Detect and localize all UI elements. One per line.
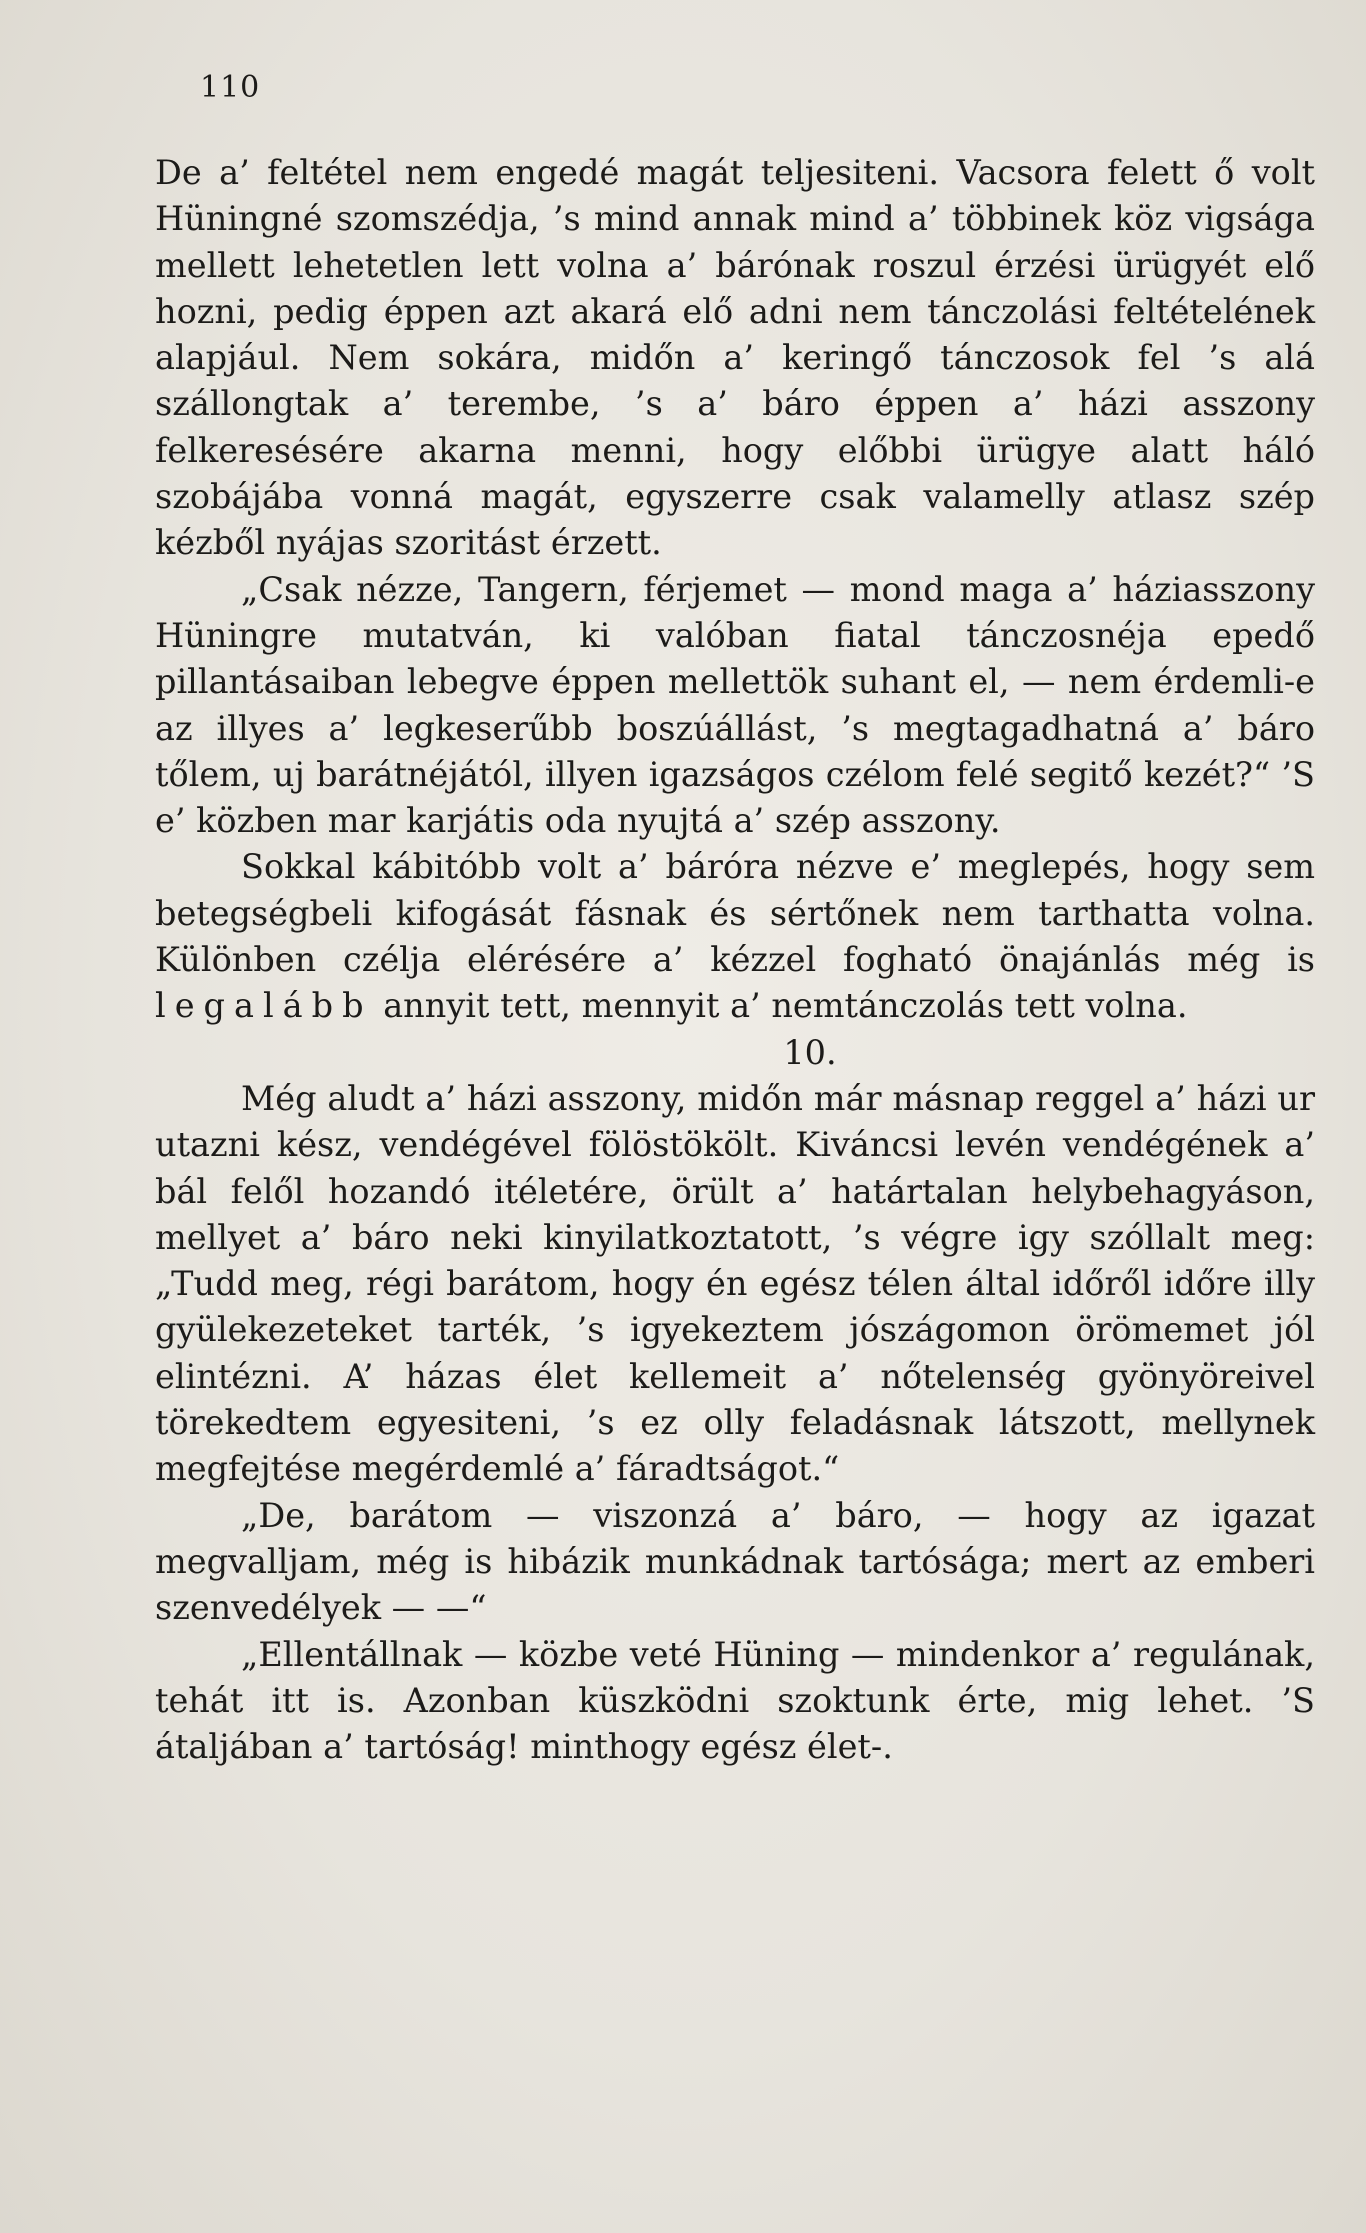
paragraph <box>155 844 1315 1029</box>
text-run: annyit tett, mennyit a’ nemtánczolás tett volna. <box>372 986 1188 1026</box>
paragraph: „Csak nézze, Tangern, férjemet — mond maga a’ háziasszony Hüningre mutatván, ki valóban fiatal tánczosnéja epedő pillantásaiban lebegve éppen mellettök suhant el, — nem érdemli-e az illyes a’ legkeserűbb boszúállást, ’s megtagadhatná a’ báro tőlem, uj barátnéjától, illyen igazságos czélom felé segitő kezét?“ ’S e’ közben mar karjátis oda nyujtá a’ szép asszony. <box>155 569 1315 841</box>
paragraph: „Ellentállnak — közbe veté Hüning — mindenkor a’ regulának, tehát itt is. Azonban küszködni szoktunk érte, mig lehet. ’S átaljában a’ tartóság! minthogy egész élet-. <box>155 1634 1315 1767</box>
text-run: Sokkal kábitóbb volt a’ báróra nézve e’ meglepés, hogy sem betegségbeli kifogását fásnak és sértőnek nem tarthatta volna. Különben czélja elérésére a’ kézzel fogható önajánlás még is <box>155 847 1315 980</box>
paragraph: „De, barátom — viszonzá a’ báro, — hogy az igazat megvalljam, még is hibázik munkádnak tartósága; mert az emberi szenvedélyek — —“ <box>155 1495 1315 1628</box>
page-number: 110 <box>200 70 261 105</box>
section-number: 10. <box>783 1032 837 1072</box>
emphasized-word: legalább <box>155 986 373 1026</box>
paragraph: De a’ feltétel nem engedé magát teljesiteni. Vacsora felett ő volt Hüningné szomszédja, ’s mind annak mind a’ többinek köz vigsága mellett lehetetlen lett volna a’ bárónak roszul érzési ürügyét elő hozni, pedig éppen azt akará elő adni nem tánczolási feltételének alapjául. Nem sokára, midőn a’ keringő tánczosok fel ’s alá szállongtak a’ terembe, ’s a’ báro éppen a’ házi asszony felkeresésére akarna menni, hogy előbbi ürügye alatt háló szobájába vonná magát, egyszerre csak valamelly atlasz szép kézből nyájas szoritást érzett. <box>155 153 1315 563</box>
paragraph: Még aludt a’ házi asszony, midőn már másnap reggel a’ házi ur utazni kész, vendégével fölöstökölt. Kiváncsi levén vendégének a’ bál felől hozandó itéletére, örült a’ határtalan helybehagyáson, mellyet a’ báro neki kinyilatkoztatott, ’s végre igy szóllalt meg: „Tudd meg, régi barátom, hogy én egész télen által időről időre illy gyülekezeteket tarték, ’s igyekeztem jószágomon örömemet jól elintézni. A’ házas élet kellemeit a’ nőtelenség gyönyöreivel törekedtem egyesiteni, ’s ez olly feladásnak látszott, mellynek megfejtése megérdemlé a’ fáradtságot.“ <box>155 1078 1315 1489</box>
body-text <box>155 150 1315 1770</box>
